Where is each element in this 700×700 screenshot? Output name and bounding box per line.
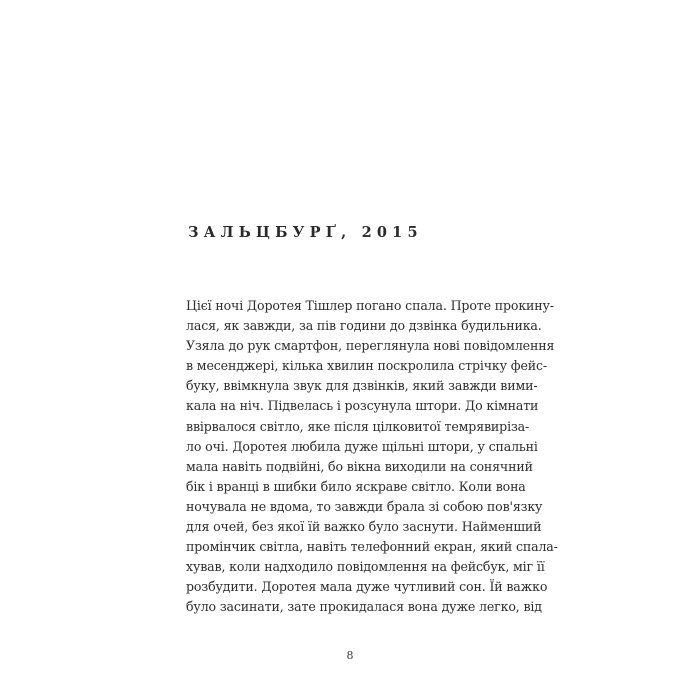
text-line: бік і вранці в шибки било яскраве світло. Коли вона [186, 478, 526, 494]
text-line: ло очі. Доротея любила дуже щільні штори, у спальні [186, 438, 538, 454]
text-line: мала навіть подвійні, бо вікна виходили на сонячний [186, 458, 533, 474]
text-line: розбудити. Доротея мала дуже чутливий сон. Їй важко [186, 579, 548, 595]
chapter-title: ЗАЛЬЦБУРҐ, 2015 [188, 224, 423, 241]
text-line: було засинати, зате прокидалася вона дуже легко, від [186, 599, 542, 615]
text-line: для очей, без якої їй важко було заснути. Найменший [186, 519, 542, 535]
text-line: ночувала не вдома, то завжди брала зі собою пов'язку [186, 498, 543, 514]
body-text [186, 296, 558, 618]
text-line: лася, як завжди, за пів години до дзвінка будильника. [186, 318, 542, 334]
text-line: кала на ніч. Підвелась і розсунула штори. До кімнати [186, 398, 539, 414]
text-line: хував, коли надходило повідомлення на фейсбук, міг її [186, 559, 545, 575]
text-line: в месенджері, кілька хвилин поскролила стрічку фейс- [186, 358, 548, 374]
text-line: ввірвалося світло, яке після цілковитої темрявиріза- [186, 418, 530, 434]
text-line: промінчик світла, навіть телефонний екран, який спала- [186, 539, 558, 555]
page-number: 8 [346, 649, 354, 662]
text-line: Узяла до рук смартфон, переглянула нові повідомлення [186, 338, 555, 354]
text-line: буку, ввімкнула звук для дзвінків, який завжди вими- [186, 378, 538, 394]
text-line: Цієї ночі Доротея Тішлер погано спала. Проте прокину- [186, 298, 554, 313]
